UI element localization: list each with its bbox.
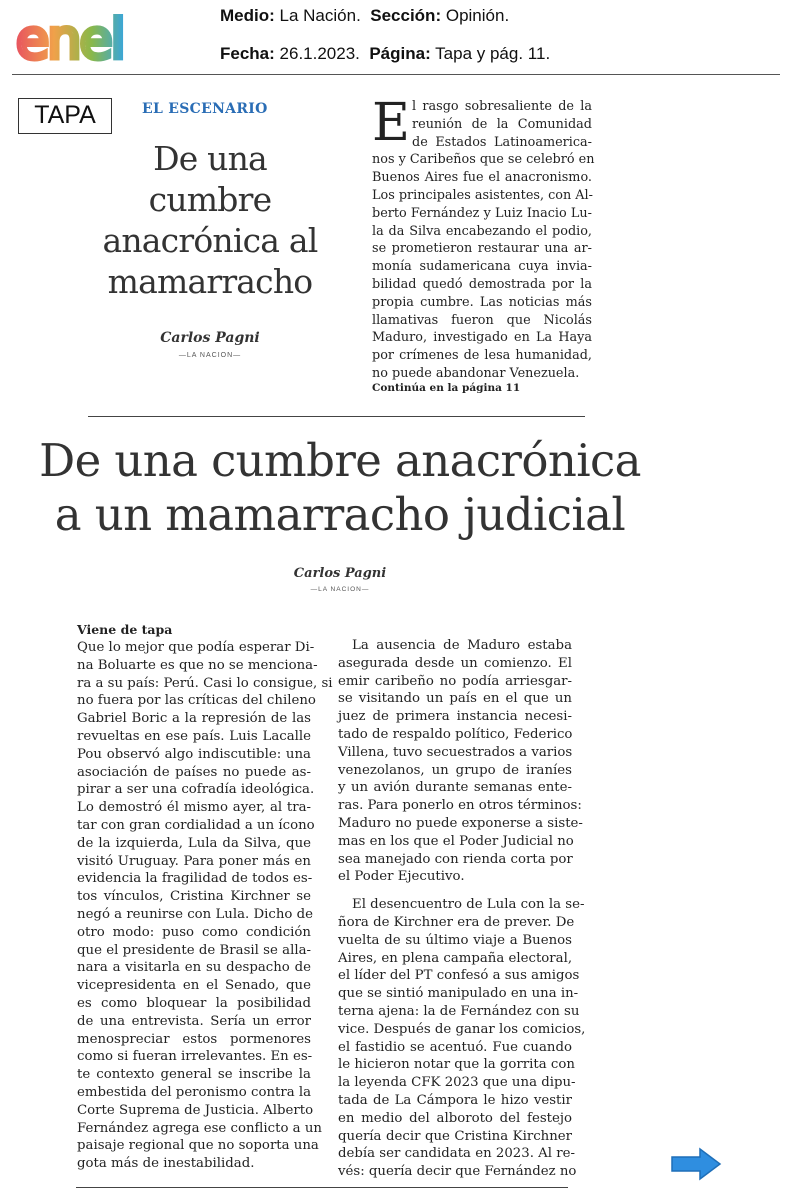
front-headline-line: cumbre [148,180,272,219]
body-line: berto Fernández y Luiz Inacio Lu- [372,205,592,221]
body-line: El desencuentro de Lula con la se- [352,897,585,913]
front-headline [84,138,336,302]
body-line: ñora de Kirchner era de prever. De [338,914,575,930]
article-column-right [338,637,586,1181]
body-line: no puede abandonar Venezuela. [372,365,580,381]
page11-outlet: —LA NACION— [310,586,370,593]
medio-label: Medio: [220,6,275,25]
body-line: gota más de inestabilidad. [77,1156,255,1172]
section-divider [88,416,585,417]
body-line: quería decir que Cristina Kirchner [338,1128,572,1144]
seccion-value: Opinión. [445,6,510,25]
body-line: se prometieron restaurar una ar- [372,241,592,257]
body-line: Gabriel Boric a la represión de las [77,711,311,727]
body-line: le hicieron notar que la gorrita con [338,1057,575,1073]
body-line: l rasgo sobresaliente de la [412,99,592,114]
body-line: reunión de la Comunidad [412,116,592,132]
svg-text:enel: enel [16,10,124,70]
body-line: venezolanos, un grupo de iraníes [338,762,572,778]
section-kicker: EL ESCENARIO [142,101,268,117]
body-line: asociación de países no puede as- [77,764,311,780]
body-line: menospreciar estos pormenores [77,1031,311,1047]
body-line: tado de respaldo político, Federico [338,726,573,742]
body-line: Aires, en plena campaña electoral, [338,950,573,966]
tapa-badge: TAPA [18,98,112,134]
page11-headline-line: De una cumbre anacrónica [39,434,641,487]
body-line: vés: quería decir que Fernández no [338,1164,577,1180]
seccion-label: Sección: [370,6,442,25]
body-line: de Estados Latinoamerica- [412,134,592,150]
page11-headline [30,434,650,542]
medio-seccion-line [220,6,509,26]
body-line: revueltas en ese país. Luis Lacalle [77,728,311,744]
front-author: Carlos Pagni [160,330,260,346]
arrow-right-icon[interactable] [670,1147,722,1181]
medio-value: La Nación. [279,6,361,25]
body-line: juez de primera instancia necesi- [338,709,572,725]
drop-cap: E [372,93,410,153]
body-line: el líder del PT confesó a sus amigos [338,968,580,984]
body-line: Corte Suprema de Justicia. Alberto [77,1102,314,1118]
body-line: la da Silva encabezando el podio, [372,223,592,239]
body-line: de una entrevista. Sería un error [77,1013,311,1029]
body-line: Que lo mejor que podía esperar Di- [77,640,315,655]
enel-logo [14,10,174,70]
front-headline-line: mamarracho [107,262,313,301]
body-line: Pou observó algo indiscutible: una [77,746,311,762]
body-line: se visitando un país en el que un [338,691,572,707]
body-line: embestida del peronismo contra la [77,1084,312,1100]
fecha-pagina-line [220,44,550,64]
header-divider [12,74,780,75]
body-line: ra a su país: Perú. Casi lo consigue, si [77,675,333,691]
body-line: y un avión durante semanas ente- [338,780,572,796]
body-line: sea manejado con rienda corta por [338,851,573,867]
body-line: el Poder Ejecutivo. [338,869,465,885]
fecha-value: 26.1.2023. [279,44,360,63]
body-line: tada de La Cámpora le hizo vestir [338,1092,572,1108]
body-line: nara a visitarla en su despacho de [77,960,311,976]
body-line: vicepresidenta en el Senado, que [77,978,311,994]
body-line: La ausencia de Maduro estaba [352,638,572,653]
body-line: evidencia la fragilidad de todos es- [77,871,313,887]
body-line: no fuera por las críticas del chileno [77,693,316,709]
body-line: en medio del alboroto del festejo [338,1110,572,1126]
body-line: llamativas fueron que Nicolás [372,312,592,328]
body-line: la leyenda CFK 2023 que una dipu- [338,1075,576,1091]
body-line: propia cumbre. Las noticias más [372,294,592,310]
body-line: terna ajena: la de Fernández con su [338,1003,580,1019]
body-line: na Boluarte es que no se menciona- [77,657,318,673]
body-line: bilidad quedó demostrada por la [372,276,592,292]
body-line: asegurada desde un comienzo. El [338,655,572,671]
body-line: Lo demostró él mismo ayer, al tra- [77,800,311,816]
body-line: es como bloquear la posibilidad [77,995,311,1011]
body-line: el fastidio se acentuó. Fue cuando [338,1039,572,1055]
body-line: Buenos Aires fue el anacronismo. [372,170,592,186]
body-line: monía sudamericana cuya invia- [372,259,592,275]
front-headline-line: anacrónica al [102,221,318,260]
page11-headline-line: a un mamarracho judicial [54,488,626,541]
body-line: que se sintió manipulado en una in- [338,986,579,1002]
body-line: Maduro, investigado en La Haya [372,330,592,346]
body-line: otro modo: puso como condición [77,924,311,940]
body-line: paisaje regional que no soporta una [77,1138,319,1154]
body-line: Fernández agrega ese conflicto a un [77,1120,322,1136]
body-line: como si fueran irrelevantes. En es- [77,1049,313,1065]
continued-note: Continúa en la página 11 [372,382,521,394]
front-outlet: —LA NACION— [178,352,242,359]
body-line: vice. Después de ganar los comicios, [338,1021,586,1037]
body-line: Los principales asistentes, con Al- [372,187,593,203]
body-line: te contexto general se inscribe la [77,1067,311,1083]
body-line: debía ser candidata en 2023. Al re- [338,1146,575,1162]
subhead: Viene de tapa [77,622,173,637]
body-line: de la izquierda, Lula da Silva, que [77,835,311,851]
body-line: que el presidente de Brasil se alla- [77,942,311,958]
body-line: Maduro no puede exponerse a siste- [338,815,583,831]
body-line: negó a reunirse con Lula. Dicho de [77,906,314,922]
front-headline-line: De una [153,139,267,178]
body-line: tar con gran cordialidad a un ícono [77,817,315,833]
body-line: Villena, tuvo secuestrados a varios [338,744,573,760]
body-line: ras. Para ponerlo en otros términos: [338,798,582,814]
body-line: vuelta de su último viaje a Buenos [338,932,572,948]
article-column-left [77,621,333,1173]
paragraph-gap [338,886,572,896]
body-line: por crímenes de lesa humanidad, [372,348,592,364]
body-line: tos vínculos, Cristina Kirchner se [77,889,311,905]
body-line: visitó Uruguay. Para poner más en [77,853,311,869]
body-line: pirar a ser una cofradía ideológica. [77,782,315,798]
pagina-value: Tapa y pág. 11. [435,44,551,63]
page11-author: Carlos Pagni [293,566,387,581]
bottom-divider [76,1187,568,1188]
fecha-label: Fecha: [220,44,275,63]
front-body [372,93,595,383]
body-line: mas en los que el Poder Judicial no [338,833,574,849]
pagina-label: Página: [369,44,431,63]
body-line: nos y Caribeños que se celebró en [372,152,595,168]
body-line: emir caribeño no podía arriesgar- [338,673,572,689]
